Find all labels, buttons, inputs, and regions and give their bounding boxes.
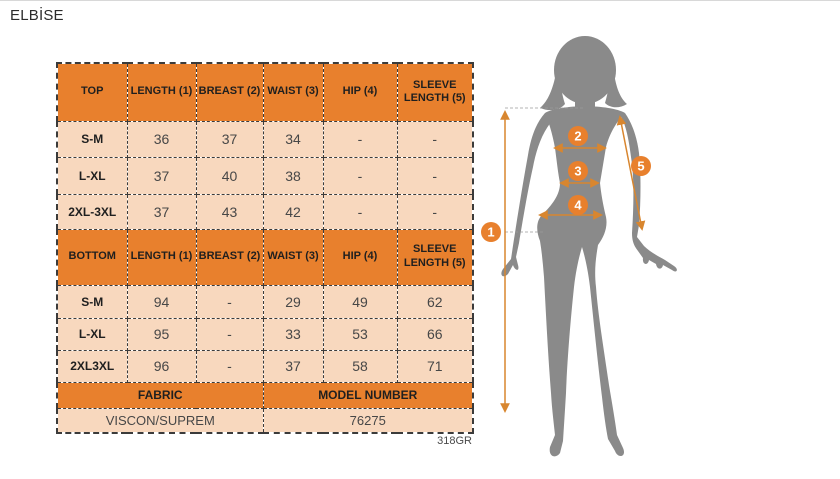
fabric-header: FABRIC: [57, 382, 263, 408]
value-cell: 58: [323, 350, 397, 382]
col-header-hip: HIP (4): [323, 63, 397, 121]
marker-3-label: 3: [574, 163, 582, 179]
measurement-figure: [470, 25, 730, 465]
col-header-breast: BREAST (2): [196, 229, 263, 285]
value-cell: 34: [263, 121, 323, 157]
fabric-value: VISCON/SUPREM: [57, 408, 263, 433]
size-cell: S-M: [57, 121, 127, 157]
value-cell: 43: [196, 194, 263, 229]
model-number-header: MODEL NUMBER: [263, 382, 473, 408]
col-header-length: LENGTH (1): [127, 63, 196, 121]
marker-1: [481, 222, 501, 242]
value-cell: 71: [397, 350, 473, 382]
value-cell: 33: [263, 318, 323, 350]
model-number-value: 76275: [263, 408, 473, 433]
value-cell: 96: [127, 350, 196, 382]
size-table: [56, 62, 474, 434]
col-header-top: TOP: [57, 63, 127, 121]
woman-silhouette: [501, 36, 677, 456]
col-header-hip: HIP (4): [323, 229, 397, 285]
value-cell: 49: [323, 285, 397, 318]
table-row: [57, 285, 473, 318]
value-cell: 95: [127, 318, 196, 350]
marker-3: [568, 161, 588, 181]
size-cell: L-XL: [57, 157, 127, 194]
value-cell: -: [323, 194, 397, 229]
table-row: [57, 350, 473, 382]
value-cell: 36: [127, 121, 196, 157]
value-cell: -: [323, 121, 397, 157]
table-row: [57, 157, 473, 194]
col-header-breast: BREAST (2): [196, 63, 263, 121]
value-cell: -: [397, 121, 473, 157]
page-title: ELBİSE: [10, 7, 64, 24]
value-cell: 37: [196, 121, 263, 157]
value-cell: -: [397, 157, 473, 194]
value-cell: -: [196, 350, 263, 382]
col-header-length: LENGTH (1): [127, 229, 196, 285]
table-row: [57, 194, 473, 229]
value-cell: 37: [127, 157, 196, 194]
marker-2-label: 2: [574, 128, 582, 144]
value-cell: 37: [127, 194, 196, 229]
value-cell: 29: [263, 285, 323, 318]
value-cell: 38: [263, 157, 323, 194]
value-cell: -: [323, 157, 397, 194]
col-header-waist: WAIST (3): [263, 229, 323, 285]
value-cell: 40: [196, 157, 263, 194]
value-cell: 42: [263, 194, 323, 229]
value-cell: 94: [127, 285, 196, 318]
top-divider: [0, 0, 840, 1]
marker-1-label: 1: [487, 224, 495, 240]
col-header-bottom: BOTTOM: [57, 229, 127, 285]
value-cell: -: [196, 285, 263, 318]
figure-svg: [470, 25, 730, 465]
value-cell: 53: [323, 318, 397, 350]
value-cell: 66: [397, 318, 473, 350]
table-row: [57, 121, 473, 157]
bottom-header-row: [57, 229, 473, 285]
marker-5-label: 5: [637, 158, 645, 174]
col-header-sleeve: SLEEVE LENGTH (5): [397, 229, 473, 285]
marker-4: [568, 195, 588, 215]
value-cell: -: [397, 194, 473, 229]
value-cell: 62: [397, 285, 473, 318]
info-value-row: [57, 408, 473, 433]
value-cell: -: [196, 318, 263, 350]
size-cell: L-XL: [57, 318, 127, 350]
value-cell: 37: [263, 350, 323, 382]
col-header-waist: WAIST (3): [263, 63, 323, 121]
weight-note: 318GR: [437, 435, 472, 447]
size-cell: 2XL-3XL: [57, 194, 127, 229]
marker-2: [568, 126, 588, 146]
marker-4-label: 4: [574, 197, 582, 213]
table-row: [57, 318, 473, 350]
top-header-row: [57, 63, 473, 121]
info-header-row: [57, 382, 473, 408]
marker-5: [631, 156, 651, 176]
size-cell: 2XL3XL: [57, 350, 127, 382]
col-header-sleeve: SLEEVE LENGTH (5): [397, 63, 473, 121]
size-cell: S-M: [57, 285, 127, 318]
